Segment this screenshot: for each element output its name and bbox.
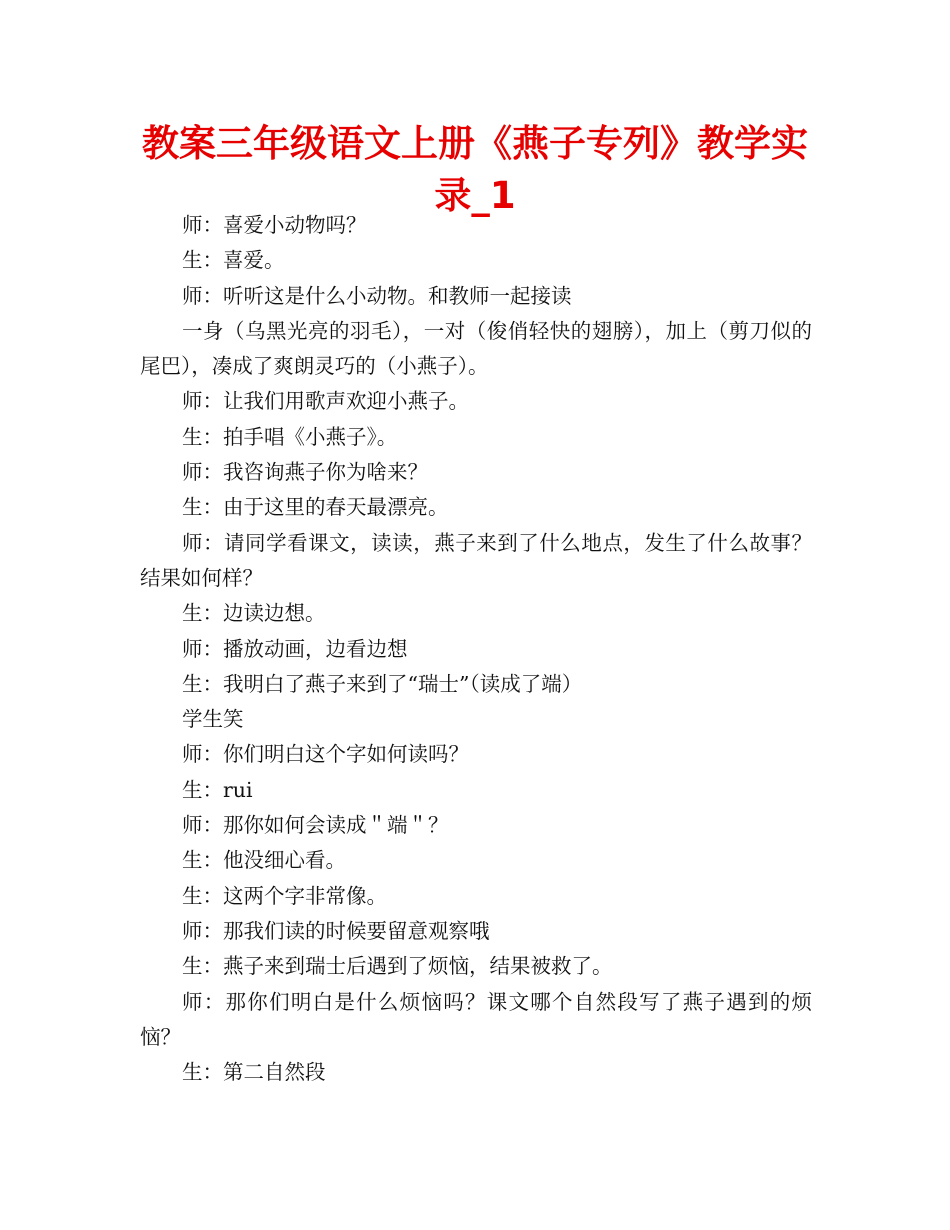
paragraph: 师：那你如何会读成＂端＂？ bbox=[182, 813, 449, 838]
paragraph: 生：我明白了燕子来到了“瑞士”（读成了端） bbox=[182, 671, 583, 696]
document-title: 教案三年级语文上册《燕子专列》教学实录_1 bbox=[142, 122, 808, 217]
paragraph: 师：让我们用歌声欢迎小燕子。 bbox=[182, 389, 469, 414]
paragraph: 师：听听这是什么小动物。和教师一起接读 bbox=[182, 283, 572, 308]
document-body bbox=[140, 208, 812, 1090]
paragraph: 生：rui bbox=[182, 777, 253, 802]
paragraph: 师：请同学看课文，读读，燕子来到了什么地点，发生了什么故事？结果如何样？ bbox=[140, 530, 812, 590]
paragraph: 生：这两个字非常像。 bbox=[182, 883, 387, 908]
paragraph: 一身（乌黑光亮的羽毛），一对（俊俏轻快的翅膀），加上（剪刀似的尾巴），凑成了爽朗灵巧的（小燕子）。 bbox=[140, 318, 812, 379]
paragraph: 师：喜爱小动物吗？ bbox=[182, 213, 367, 237]
paragraph: 师：那你们明白是什么烦恼吗？课文哪个自然段写了燕子遇到的烦恼？ bbox=[140, 989, 812, 1049]
paragraph: 师：那我们读的时候要留意观察哦 bbox=[182, 918, 490, 943]
paragraph: 生：由于这里的春天最漂亮。 bbox=[182, 495, 449, 520]
paragraph: 生：第二自然段 bbox=[182, 1060, 326, 1085]
paragraph: 生：喜爱。 bbox=[182, 248, 285, 273]
paragraph: 师：播放动画，边看边想 bbox=[182, 636, 408, 661]
paragraph: 生：他没细心看。 bbox=[182, 848, 346, 873]
paragraph: 师：我咨询燕子你为啥来？ bbox=[182, 460, 428, 485]
paragraph: 生：边读边想。 bbox=[182, 601, 326, 626]
paragraph: 生：拍手唱《小燕子》。 bbox=[182, 424, 398, 449]
paragraph: 学生笑 bbox=[182, 707, 244, 732]
paragraph: 师：你们明白这个字如何读吗？ bbox=[182, 742, 469, 767]
paragraph: 生：燕子来到瑞士后遇到了烦恼，结果被救了。 bbox=[182, 954, 613, 979]
